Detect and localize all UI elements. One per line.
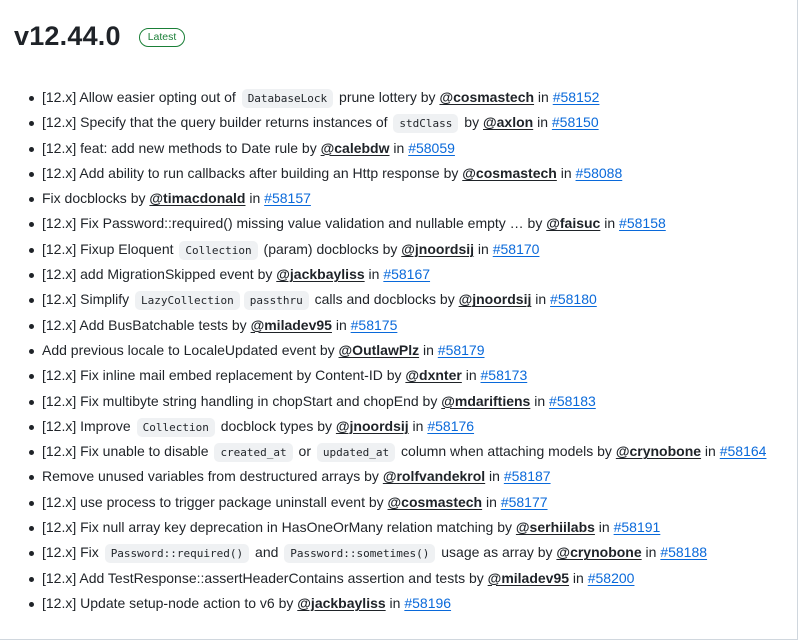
note-text: in xyxy=(419,341,438,358)
note-text: column when attaching models by xyxy=(397,443,616,460)
release-header xyxy=(14,16,185,56)
note-text: or xyxy=(294,443,315,460)
note-text: prune lottery by xyxy=(335,89,440,105)
note-text: [12.x] Add BusBatchable tests by xyxy=(42,316,251,333)
pull-request-link[interactable]: #58059 xyxy=(408,139,455,156)
author-link[interactable]: @OutlawPlz xyxy=(338,341,420,358)
note-text: in xyxy=(408,417,428,434)
note-text: in xyxy=(474,240,493,257)
release-note-item xyxy=(42,262,800,287)
inline-code: created_at xyxy=(214,443,292,462)
note-text: [12.x] Fix Password::required() missing value validation and nullable empty … by xyxy=(42,215,547,232)
author-link[interactable]: @miladev95 xyxy=(487,569,570,586)
note-text: in xyxy=(385,594,405,611)
note-text: [12.x] Improve xyxy=(42,417,135,434)
author-link[interactable]: @mdariftiens xyxy=(441,392,531,409)
note-text: in xyxy=(556,164,576,181)
note-text: (param) docblocks by xyxy=(259,240,402,257)
pull-request-link[interactable]: #58187 xyxy=(503,468,551,485)
note-text: in xyxy=(600,215,620,232)
pull-request-link[interactable]: #58157 xyxy=(264,190,311,207)
note-text: docblock types by xyxy=(216,417,336,434)
note-text: [12.x] Specify that the query builder returns instances of xyxy=(42,114,392,131)
note-text: Fix docblocks by xyxy=(42,190,150,207)
note-text: in xyxy=(364,266,384,283)
inline-code: passthru xyxy=(244,291,309,310)
author-link[interactable]: @axlon xyxy=(482,114,534,131)
release-note-item xyxy=(42,540,800,565)
note-text: [12.x] Update setup-node action to v6 by xyxy=(42,594,298,611)
author-link[interactable]: @cosmastech xyxy=(462,164,557,181)
note-text: [12.x] Add ability to run callbacks after building an Http response by xyxy=(42,164,463,181)
latest-badge: Latest xyxy=(139,28,186,47)
note-text: [12.x] Simplify xyxy=(42,291,134,308)
author-link[interactable]: @jnoordsij xyxy=(401,240,475,257)
note-text: [12.x] Fix multibyte string handling in chopStart and chopEnd by xyxy=(42,392,442,409)
release-note-item xyxy=(42,389,800,414)
pull-request-link[interactable]: #58179 xyxy=(437,341,485,358)
author-link[interactable]: @cosmastech xyxy=(439,89,535,105)
author-link[interactable]: @serhiilabs xyxy=(515,519,595,536)
author-link[interactable]: @timacdonald xyxy=(149,190,246,207)
pull-request-link[interactable]: #58176 xyxy=(427,417,475,434)
note-text: Add previous locale to LocaleUpdated event by xyxy=(42,341,339,358)
note-text: [12.x] feat: add new methods to Date rule by xyxy=(42,139,321,156)
author-link[interactable]: @rolfvandekrol xyxy=(382,468,486,485)
note-text: in xyxy=(701,443,720,460)
inline-code: Password::required() xyxy=(105,544,249,563)
note-text: [12.x] Fix xyxy=(42,544,103,561)
pull-request-link[interactable]: #58088 xyxy=(575,164,623,181)
inline-code: Collection xyxy=(137,418,215,437)
release-note-item xyxy=(42,211,800,236)
pull-request-link[interactable]: #58152 xyxy=(552,89,600,105)
release-note-item xyxy=(42,566,800,591)
note-text: in xyxy=(533,114,552,131)
release-notes-list xyxy=(22,85,800,616)
release-version-title[interactable]: v12.44.0 xyxy=(14,21,121,51)
author-link[interactable]: @jackbayliss xyxy=(297,594,386,611)
note-text: [12.x] Fix unable to disable xyxy=(42,443,213,460)
note-text: in xyxy=(531,291,551,308)
note-text: by xyxy=(460,114,483,131)
pull-request-link[interactable]: #58200 xyxy=(587,569,635,586)
pull-request-link[interactable]: #58175 xyxy=(350,316,398,333)
author-link[interactable]: @jackbayliss xyxy=(276,266,365,283)
note-text: [12.x] Fixup Eloquent xyxy=(42,240,178,257)
pull-request-link[interactable]: #58164 xyxy=(719,443,767,460)
release-note-item xyxy=(42,287,800,312)
note-text: in xyxy=(594,519,614,536)
release-note-item xyxy=(42,464,800,489)
note-text: in xyxy=(530,392,550,409)
note-text: Remove unused variables from destructured arrays by xyxy=(42,468,383,485)
note-text: in xyxy=(461,367,481,384)
note-text: [12.x] use process to trigger package uninstall event by xyxy=(42,493,388,510)
note-text: [12.x] Allow easier opting out of xyxy=(42,89,240,105)
note-text: [12.x] Add TestResponse::assertHeaderContains assertion and tests by xyxy=(42,569,488,586)
author-link[interactable]: @faisuc xyxy=(546,215,601,232)
inline-code: DatabaseLock xyxy=(242,89,333,108)
note-text: in xyxy=(534,89,553,105)
note-text: in xyxy=(485,468,504,485)
release-note-item xyxy=(42,439,800,464)
release-note-item xyxy=(42,338,800,363)
pull-request-link[interactable]: #58167 xyxy=(383,266,431,283)
release-note-item xyxy=(42,161,800,186)
author-link[interactable]: @dxnter xyxy=(405,367,462,384)
author-link[interactable]: @cosmastech xyxy=(387,493,483,510)
note-text: usage as array by xyxy=(437,544,557,561)
inline-code: LazyCollection xyxy=(135,291,240,310)
note-text: [12.x] Fix inline mail embed replacement by Content-ID by xyxy=(42,367,406,384)
author-link[interactable]: @miladev95 xyxy=(250,316,332,333)
release-note-item xyxy=(42,110,800,135)
pull-request-link[interactable]: #58177 xyxy=(500,493,548,510)
note-text: in xyxy=(641,544,661,561)
note-text: and xyxy=(251,544,283,561)
note-text: in xyxy=(389,139,409,156)
note-text: in xyxy=(245,190,265,207)
inline-code: stdClass xyxy=(393,114,458,133)
inline-code: updated_at xyxy=(317,443,395,462)
author-link[interactable]: @jnoordsij xyxy=(335,417,409,434)
author-link[interactable]: @crynobone xyxy=(615,443,702,460)
release-note-item xyxy=(42,313,800,338)
note-text: in xyxy=(331,316,351,333)
release-note-item xyxy=(42,414,800,439)
release-note-item xyxy=(42,136,800,161)
note-text: [12.x] add MigrationSkipped event by xyxy=(42,266,277,283)
note-text: [12.x] Fix null array key deprecation in HasOneOrMany relation matching by xyxy=(42,519,516,536)
release-note-item xyxy=(42,237,800,262)
pull-request-link[interactable]: #58170 xyxy=(492,240,540,257)
release-note-item xyxy=(42,363,800,388)
note-text: in xyxy=(569,569,588,586)
release-note-item xyxy=(42,591,800,616)
author-link[interactable]: @calebdw xyxy=(320,139,390,156)
note-text: in xyxy=(482,493,501,510)
inline-code: Password::sometimes() xyxy=(284,544,435,563)
release-note-item xyxy=(42,85,800,110)
pull-request-link[interactable]: #58158 xyxy=(619,215,666,232)
pull-request-link[interactable]: #58196 xyxy=(404,594,452,611)
pull-request-link[interactable]: #58180 xyxy=(550,291,597,308)
pull-request-link[interactable]: #58188 xyxy=(660,544,708,561)
pull-request-link[interactable]: #58173 xyxy=(480,367,528,384)
pull-request-link[interactable]: #58183 xyxy=(549,392,596,409)
release-note-item xyxy=(42,515,800,540)
pull-request-link[interactable]: #58150 xyxy=(551,114,599,131)
author-link[interactable]: @crynobone xyxy=(556,544,642,561)
inline-code: Collection xyxy=(179,241,257,260)
pull-request-link[interactable]: #58191 xyxy=(613,519,661,536)
release-note-item xyxy=(42,490,800,515)
release-note-item xyxy=(42,186,800,211)
note-text: calls and docblocks by xyxy=(310,291,459,308)
author-link[interactable]: @jnoordsij xyxy=(458,291,532,308)
